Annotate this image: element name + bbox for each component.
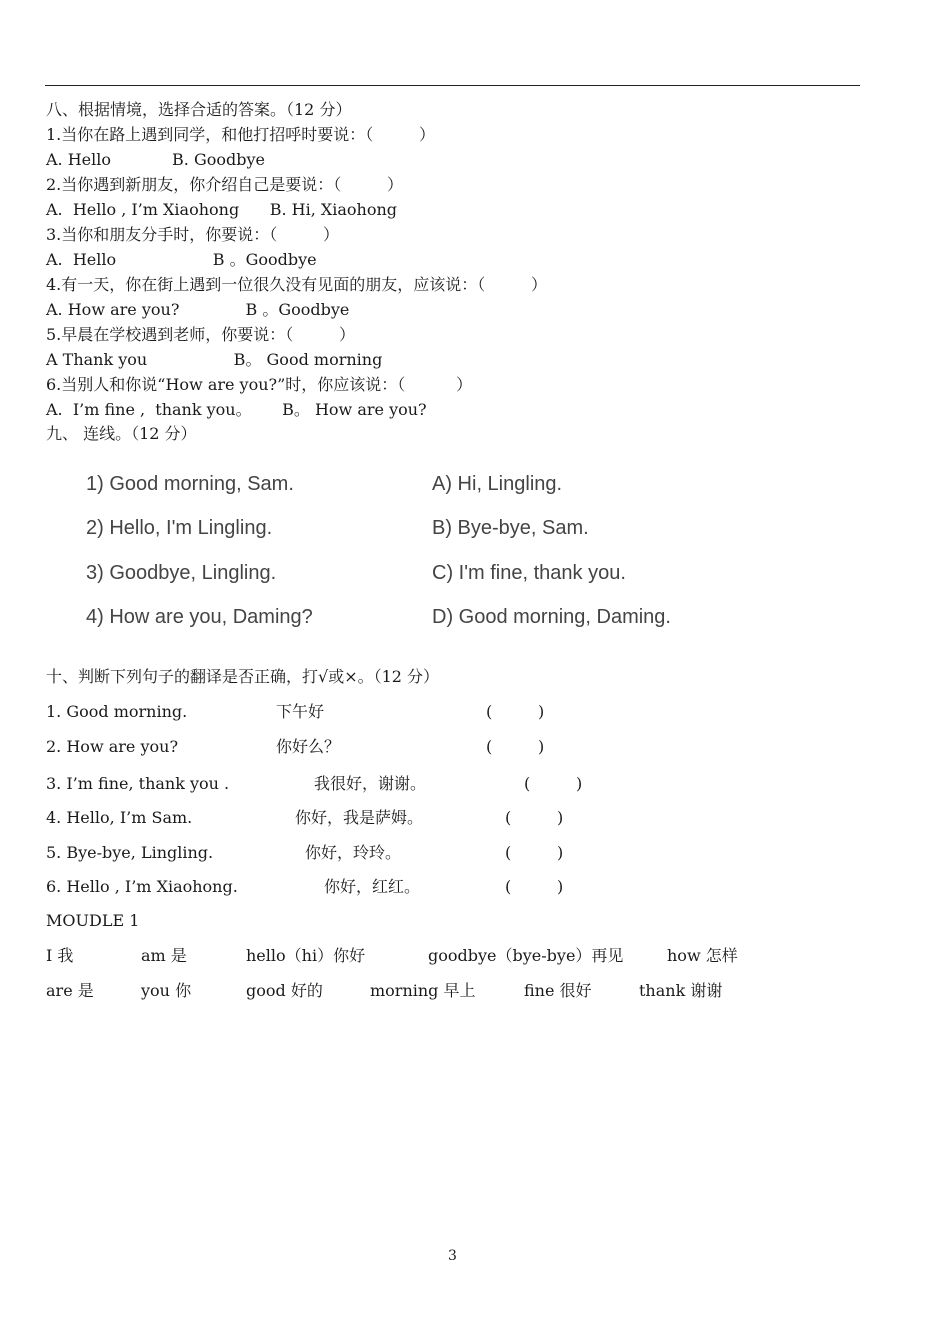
match-left-item: 3) Goodbye, Lingling. (86, 562, 277, 584)
option-line: A. How are you? B 。Goodbye (46, 300, 350, 319)
section8-title: 八、根据情境，选择合适的答案。（12 分） (46, 100, 352, 119)
vocab-entry: am 是 (141, 946, 187, 965)
answer-bracket[interactable]: ( ) (486, 737, 545, 756)
question-line: 1.当你在路上遇到同学，和他打招呼时要说：（ ） (46, 125, 436, 144)
match-left-item: 4) How are you, Daming? (86, 606, 313, 628)
question-line: 5.早晨在学校遇到老师，你要说：（ ） (46, 325, 356, 344)
judge-english: 1. Good morning. (46, 702, 188, 721)
vocab-entry: are 是 (46, 981, 94, 1000)
match-right-item: B) Bye-bye, Sam. (432, 517, 589, 539)
answer-bracket[interactable]: ( ) (505, 808, 564, 827)
option-line: A Thank you B。 Good morning (46, 350, 383, 369)
vocab-title: MOUDLE 1 (46, 911, 140, 930)
vocab-entry: good 好的 (246, 981, 323, 1000)
option-line: A. Hello B. Goodbye (46, 150, 266, 169)
judge-english: 2. How are you? (46, 737, 179, 756)
vocab-entry: how 怎样 (667, 946, 738, 965)
judge-english: 4. Hello, I’m Sam. (46, 808, 193, 827)
question-line: 6.当别人和你说“How are you?”时，你应该说：（ ） (46, 375, 473, 394)
question-line: 2.当你遇到新朋友，你介绍自己是要说：（ ） (46, 175, 404, 194)
vocab-entry: thank 谢谢 (639, 981, 723, 1000)
match-left-item: 1) Good morning, Sam. (86, 473, 294, 495)
option-line: A. Hello B 。Goodbye (46, 250, 317, 269)
judge-chinese: 我很好，谢谢。 (314, 774, 427, 793)
section10-title: 十、判断下列句子的翻译是否正确，打√或×。（12 分） (46, 667, 440, 686)
judge-english: 5. Bye-bye, Lingling. (46, 843, 214, 862)
judge-chinese: 你好，我是萨姆。 (295, 808, 424, 827)
page-number: 3 (448, 1248, 457, 1264)
judge-chinese: 你好么？ (276, 737, 341, 756)
option-line: A. I’m fine , thank you。 B。 How are you? (46, 400, 427, 419)
option-line: A. Hello , I’m Xiaohong B. Hi, Xiaohong (46, 200, 398, 219)
match-right-item: A) Hi, Lingling. (432, 473, 563, 495)
match-right-item: C) I'm fine, thank you. (432, 562, 626, 584)
judge-chinese: 你好，红红。 (324, 877, 421, 896)
question-line: 4.有一天，你在街上遇到一位很久没有见面的朋友，应该说：（ ） (46, 275, 548, 294)
vocab-entry: fine 很好 (524, 981, 592, 1000)
vocab-entry: morning 早上 (370, 981, 476, 1000)
judge-chinese: 你好，玲玲。 (305, 843, 402, 862)
section9-title: 九、 连线。（12 分） (46, 424, 197, 443)
vocab-entry: hello（hi）你好 (246, 946, 366, 965)
answer-bracket[interactable]: ( ) (486, 702, 545, 721)
answer-bracket[interactable]: ( ) (524, 774, 583, 793)
question-line: 3.当你和朋友分手时，你要说：（ ） (46, 225, 340, 244)
vocab-entry: you 你 (141, 981, 192, 1000)
judge-english: 3. I’m fine, thank you . (46, 774, 230, 793)
judge-english: 6. Hello , I’m Xiaohong. (46, 877, 238, 896)
match-left-item: 2) Hello, I'm Lingling. (86, 517, 273, 539)
header-rule (45, 85, 860, 86)
judge-chinese: 下午好 (276, 702, 325, 721)
answer-bracket[interactable]: ( ) (505, 843, 564, 862)
match-right-item: D) Good morning, Daming. (432, 606, 671, 628)
vocab-entry: I 我 (46, 946, 74, 965)
vocab-entry: goodbye（bye-bye）再见 (428, 946, 624, 965)
answer-bracket[interactable]: ( ) (505, 877, 564, 896)
